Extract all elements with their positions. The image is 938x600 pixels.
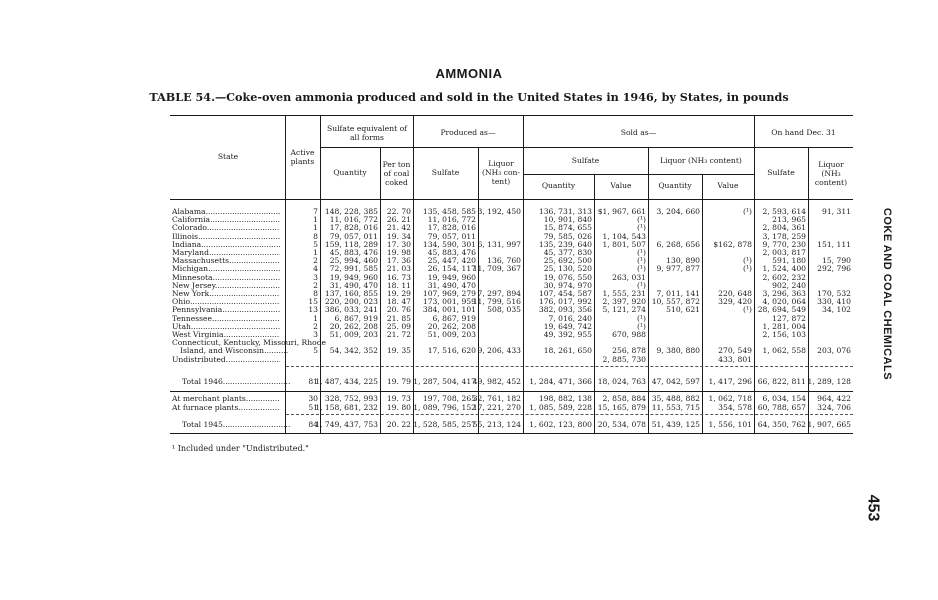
cell-sold-l-qty: 510, 621 xyxy=(666,305,700,315)
cell-per-ton: 19. 34 xyxy=(386,231,411,241)
cell-oh-liquor: 34, 102 xyxy=(822,305,851,315)
cell-prod-sulfate: 19, 949, 960 xyxy=(427,272,476,282)
cell-sold-s-qty: 18, 261, 650 xyxy=(543,346,592,356)
cell-per-ton: 26. 21 xyxy=(386,215,411,225)
cell-prod-sulfate: 134, 590, 301 xyxy=(422,239,476,249)
cell-sold-s-qty: 19, 076, 550 xyxy=(543,272,592,282)
cell-per-ton: 17. 36 xyxy=(386,256,411,266)
cell-plants: 13 xyxy=(308,305,318,315)
cell-sold-s-val: (¹) xyxy=(637,321,646,331)
table-row xyxy=(0,394,938,403)
table-bottom-rule xyxy=(170,433,853,434)
header-subline xyxy=(413,147,523,148)
cell-prod-liquor: 3, 192, 450 xyxy=(477,207,521,216)
cell-qty: 1, 749, 437, 753 xyxy=(315,420,378,429)
cell-plants: 3 xyxy=(313,330,318,339)
cell-oh-sulfate: 1, 281, 004 xyxy=(762,321,806,331)
cell-prod-sulfate: 17, 828, 016 xyxy=(427,223,476,233)
footnote: ¹ Included under "Undistributed." xyxy=(172,444,309,453)
cell-plants: 2 xyxy=(313,280,318,290)
cell-per-ton: 20. 22 xyxy=(386,420,411,429)
cell-oh-sulfate: 66, 822, 811 xyxy=(757,377,806,386)
cell-prod-sulfate: 25, 447, 420 xyxy=(427,256,476,266)
header-on-hand: On hand Dec. 31 xyxy=(771,128,836,137)
table-caption: TABLE 54.—Coke-oven ammonia produced and sold in the United States in 1946, by States, in pounds xyxy=(149,90,789,104)
cell-oh-sulfate: 6, 034, 154 xyxy=(762,394,806,403)
state-name: At furnace plants ..... xyxy=(172,403,280,412)
cell-sold-l-val: (¹) xyxy=(743,264,752,274)
cell-plants: 5 xyxy=(313,346,318,356)
cell-prod-sulfate: 135, 458, 585 xyxy=(422,207,476,216)
cell-sold-s-qty: 1, 602, 123, 800 xyxy=(529,420,592,429)
cell-sold-s-val: 15, 165, 879 xyxy=(597,403,646,412)
section-title: AMMONIA xyxy=(435,66,503,81)
cell-sold-s-val: (¹) xyxy=(637,248,646,257)
cell-sold-l-val: 1, 556, 101 xyxy=(708,420,752,429)
cell-qty: 54, 342, 352 xyxy=(329,346,378,356)
cell-qty: 19, 949, 960 xyxy=(329,272,378,282)
subtotal-rule xyxy=(286,366,853,367)
cell-prod-sulfate: 79, 057, 011 xyxy=(427,231,476,241)
cell-qty: 220, 200, 023 xyxy=(324,297,378,307)
cell-plants: 2 xyxy=(313,321,318,331)
header-subline xyxy=(754,147,853,148)
header-active-plants: Active plants xyxy=(290,148,315,166)
cell-sold-l-val: 433, 801 xyxy=(718,354,752,364)
cell-prod-sulfate: 20, 262, 208 xyxy=(427,321,476,331)
cell-sold-l-val: $162, 878 xyxy=(713,239,752,249)
cell-qty: 25, 994, 460 xyxy=(329,256,378,266)
cell-prod-sulfate: 31, 490, 470 xyxy=(427,280,476,290)
cell-sold-s-qty: 107, 454, 587 xyxy=(538,289,592,298)
cell-plants: 30 xyxy=(308,394,318,403)
cell-sold-s-val: (¹) xyxy=(637,256,646,266)
cell-sold-s-qty: 25, 130, 520 xyxy=(543,264,592,274)
state-name: Total 1946 ..... xyxy=(182,377,290,386)
cell-oh-sulfate: 3, 178, 259 xyxy=(762,231,806,241)
cell-sold-s-val: 263, 031 xyxy=(612,272,646,282)
page-number: 453 xyxy=(864,494,882,522)
cell-qty: 20, 262, 208 xyxy=(329,321,378,331)
cell-sold-s-qty: 49, 392, 955 xyxy=(543,330,592,339)
cell-plants: 2 xyxy=(313,256,318,266)
state-name: Undistributed ..... xyxy=(172,355,280,364)
header-state: State xyxy=(217,152,239,161)
cell-sold-l-val: 1, 417, 296 xyxy=(708,377,752,386)
cell-oh-sulfate: 4, 020, 064 xyxy=(762,297,806,307)
header-sold-sulfate-value: Value xyxy=(610,181,632,190)
cell-per-ton: 25. 09 xyxy=(386,321,411,331)
cell-prod-liquor: 6, 131, 997 xyxy=(477,239,521,249)
cell-sold-l-qty: 130, 890 xyxy=(666,256,700,266)
cell-qty: 45, 883, 476 xyxy=(329,248,378,257)
cell-plants: 7 xyxy=(313,207,318,216)
cell-sold-s-val: 20, 534, 078 xyxy=(597,420,646,429)
cell-sold-l-val: 1, 062, 718 xyxy=(708,394,752,403)
cell-qty: 1, 487, 434, 225 xyxy=(315,377,378,386)
cell-qty: 17, 828, 016 xyxy=(329,223,378,233)
cell-per-ton: 19. 80 xyxy=(386,403,411,412)
header-subline xyxy=(320,147,413,148)
cell-sold-s-val: 1, 801, 507 xyxy=(602,239,646,249)
cell-sold-l-val: 220, 648 xyxy=(718,289,752,298)
cell-sold-l-val: 329, 420 xyxy=(718,297,752,307)
state-name: Maryland ..... xyxy=(172,248,280,257)
cell-qty: 51, 009, 203 xyxy=(329,330,378,339)
cell-sold-s-qty: 136, 731, 313 xyxy=(538,207,592,216)
cell-sold-s-val: 670, 988 xyxy=(612,330,646,339)
cell-sold-s-qty: 135, 239, 640 xyxy=(538,239,592,249)
cell-sold-l-val: (¹) xyxy=(743,305,752,315)
divider xyxy=(170,391,853,392)
cell-sold-l-qty: 9, 977, 877 xyxy=(656,264,700,274)
cell-oh-sulfate: 60, 788, 657 xyxy=(757,403,806,412)
cell-sold-s-qty: 19, 649, 742 xyxy=(543,321,592,331)
cell-per-ton: 21. 42 xyxy=(386,223,411,233)
cell-prod-liquor: 9, 206, 433 xyxy=(477,346,521,356)
header-produced-liquor: Liquor (NH₃ con-tent) xyxy=(482,159,520,186)
cell-oh-sulfate: 902, 240 xyxy=(772,280,806,290)
cell-per-ton: 21. 85 xyxy=(386,313,411,323)
cell-sold-s-val: 256, 878 xyxy=(612,346,646,356)
cell-oh-liquor: 292, 796 xyxy=(817,264,851,274)
cell-sold-s-qty: 45, 377, 830 xyxy=(543,248,592,257)
cell-sold-l-val: (¹) xyxy=(743,207,752,216)
state-name: Minnesota ..... xyxy=(172,273,280,282)
cell-oh-sulfate: 2, 003, 817 xyxy=(762,248,806,257)
cell-qty: 386, 033, 241 xyxy=(324,305,378,315)
cell-sold-l-val: 354, 578 xyxy=(718,403,752,412)
cell-qty: 328, 752, 993 xyxy=(324,394,378,403)
table-row xyxy=(0,403,938,412)
cell-prod-sulfate: 197, 708, 265 xyxy=(422,394,476,403)
cell-sold-s-val: (¹) xyxy=(637,264,646,274)
cell-oh-sulfate: 3, 296, 363 xyxy=(762,289,806,298)
cell-per-ton: 19. 29 xyxy=(386,289,411,298)
cell-oh-sulfate: 1, 062, 558 xyxy=(762,346,806,356)
state-name: Island, and Wisconsin ..... xyxy=(180,346,288,355)
cell-plants: 1 xyxy=(313,215,318,225)
header-on-hand-liquor: Liquor (NH₃ content) xyxy=(814,160,848,187)
cell-oh-sulfate: 2, 156, 103 xyxy=(762,330,806,339)
cell-oh-liquor: 324, 706 xyxy=(817,403,851,412)
cell-plants: 1 xyxy=(313,248,318,257)
cell-sold-s-val: $1, 967, 661 xyxy=(597,207,646,216)
cell-sold-s-val: (¹) xyxy=(637,215,646,225)
state-name: Tennessee ..... xyxy=(172,314,280,323)
cell-sold-l-qty: 3, 204, 660 xyxy=(656,207,700,216)
header-sulfate-equivalent: Sulfate equivalent of all forms xyxy=(327,124,407,142)
subtotal-rule xyxy=(286,414,853,415)
state-name: Massachusetts ..... xyxy=(172,256,280,265)
cell-sold-s-qty: 198, 882, 138 xyxy=(538,394,592,403)
cell-prod-liquor: 136, 760 xyxy=(487,256,521,266)
state-name: Michigan ..... xyxy=(172,264,280,273)
cell-sold-s-qty: 25, 692, 500 xyxy=(543,256,592,266)
header-produced-as: Produced as— xyxy=(440,128,496,137)
cell-prod-sulfate: 51, 009, 203 xyxy=(427,330,476,339)
cell-sold-s-qty: 176, 017, 992 xyxy=(538,297,592,307)
cell-sold-s-val: (¹) xyxy=(637,223,646,233)
cell-per-ton: 21. 03 xyxy=(386,264,411,274)
cell-plants: 1 xyxy=(313,313,318,323)
cell-plants: 5 xyxy=(313,239,318,249)
header-on-hand-sulfate: Sulfate xyxy=(767,168,795,177)
table-row xyxy=(0,355,938,364)
cell-per-ton: 22. 70 xyxy=(386,207,411,216)
cell-sold-s-val: (¹) xyxy=(637,313,646,323)
cell-oh-sulfate: 1, 524, 400 xyxy=(762,264,806,274)
cell-sold-s-val: 5, 121, 274 xyxy=(602,305,646,315)
cell-prod-sulfate: 107, 969, 279 xyxy=(422,289,476,298)
cell-oh-liquor: 1, 289, 128 xyxy=(807,377,851,386)
header-per-ton: Per ton of coal coked xyxy=(382,160,411,187)
cell-plants: 1 xyxy=(313,223,318,233)
state-name: New York ..... xyxy=(172,289,280,298)
cell-qty: 1, 158, 681, 232 xyxy=(315,403,378,412)
cell-sold-s-val: (¹) xyxy=(637,280,646,290)
cell-prod-sulfate: 1, 287, 504, 417 xyxy=(413,377,476,386)
cell-plants: 81 xyxy=(308,377,318,386)
cell-prod-sulfate: 1, 089, 796, 152 xyxy=(413,403,476,412)
state-name: New Jersey ..... xyxy=(172,281,280,290)
state-name: California ..... xyxy=(172,215,280,224)
cell-sold-s-qty: 1, 284, 471, 366 xyxy=(529,377,592,386)
state-name: Pennsylvania ..... xyxy=(172,305,280,314)
state-name: Alabama ..... xyxy=(172,207,280,216)
cell-plants: 51 xyxy=(308,403,318,412)
cell-plants: 84 xyxy=(308,420,318,429)
cell-oh-liquor: 15, 790 xyxy=(822,256,851,266)
cell-prod-sulfate: 384, 001, 101 xyxy=(422,305,476,315)
cell-oh-sulfate: 127, 872 xyxy=(772,313,806,323)
cell-oh-liquor: 1, 907, 665 xyxy=(807,420,851,429)
cell-sold-s-val: 1, 104, 543 xyxy=(602,231,646,241)
cell-sold-s-qty: 382, 093, 356 xyxy=(538,305,592,315)
state-name: Colorado ..... xyxy=(172,223,280,232)
cell-plants: 15 xyxy=(308,297,318,307)
state-name: West Virginia ..... xyxy=(172,330,280,339)
running-head: COKE AND COAL CHEMICALS xyxy=(881,207,893,381)
cell-oh-liquor: 964, 422 xyxy=(817,394,851,403)
cell-prod-sulfate: 17, 516, 620 xyxy=(427,346,476,356)
table-row xyxy=(0,377,938,386)
header-subline xyxy=(523,174,754,175)
header-bottom-rule xyxy=(170,199,853,200)
cell-prod-sulfate: 6, 867, 919 xyxy=(432,313,476,323)
cell-per-ton: 19. 79 xyxy=(386,377,411,386)
cell-sold-l-qty: 47, 042, 597 xyxy=(651,377,700,386)
cell-sold-s-qty: 15, 874, 655 xyxy=(543,223,592,233)
header-sold-as: Sold as— xyxy=(620,128,657,137)
state-name: Connecticut, Kentucky, Missouri, Rhode xyxy=(172,338,327,348)
header-sold-sulfate: Sulfate xyxy=(571,156,600,165)
cell-oh-sulfate: 28, 694, 549 xyxy=(757,305,806,315)
cell-qty: 79, 057, 011 xyxy=(329,231,378,241)
header-sold-liquor-value: Value xyxy=(717,181,739,190)
cell-per-ton: 20. 76 xyxy=(386,305,411,315)
header-produced-sulfate: Sulfate xyxy=(431,168,460,177)
cell-oh-sulfate: 591, 180 xyxy=(772,256,806,266)
cell-prod-liquor: 49, 982, 452 xyxy=(472,377,521,386)
cell-prod-sulfate: 11, 016, 772 xyxy=(427,215,476,225)
cell-prod-liquor: 11, 709, 367 xyxy=(472,264,521,274)
cell-oh-sulfate: 9, 770, 230 xyxy=(762,239,806,249)
cell-oh-sulfate: 213, 965 xyxy=(772,215,806,225)
cell-sold-l-val: 270, 549 xyxy=(718,346,752,356)
cell-qty: 6, 867, 919 xyxy=(334,313,378,323)
cell-prod-liquor: 32, 761, 182 xyxy=(472,394,521,403)
cell-per-ton: 19. 35 xyxy=(386,346,411,356)
cell-sold-s-qty: 30, 974, 970 xyxy=(543,280,592,290)
cell-per-ton: 18. 47 xyxy=(386,297,411,307)
cell-oh-sulfate: 2, 804, 361 xyxy=(762,223,806,233)
cell-prod-sulfate: 26, 154, 117 xyxy=(427,264,476,274)
cell-per-ton: 21. 72 xyxy=(386,330,411,339)
state-name: Total 1945 ..... xyxy=(182,420,290,429)
header-sold-sulfate-quantity: Quantity xyxy=(541,181,576,190)
table-row xyxy=(0,420,938,429)
cell-sold-s-val: 2, 885, 730 xyxy=(602,354,646,364)
cell-prod-liquor: 17, 221, 270 xyxy=(472,403,521,412)
cell-prod-liquor: 508, 035 xyxy=(487,305,521,315)
cell-plants: 3 xyxy=(313,272,318,282)
cell-sold-s-qty: 7, 016, 240 xyxy=(548,313,592,323)
cell-sold-l-val: (¹) xyxy=(743,256,752,266)
cell-sold-l-qty: 9, 380, 880 xyxy=(656,346,700,356)
state-name: Indiana ..... xyxy=(172,240,280,249)
cell-prod-liquor: 11, 799, 516 xyxy=(472,297,521,307)
cell-qty: 72, 991, 585 xyxy=(329,264,378,274)
cell-oh-liquor: 203, 076 xyxy=(817,346,851,356)
header-sold-liquor: Liquor (NH₃ content) xyxy=(660,156,742,165)
cell-sold-s-val: 1, 555, 231 xyxy=(602,289,646,298)
table-top-rule xyxy=(170,115,853,116)
cell-per-ton: 18. 11 xyxy=(386,280,411,290)
cell-sold-s-qty: 10, 901, 840 xyxy=(543,215,592,225)
cell-oh-sulfate: 2, 602, 232 xyxy=(762,272,806,282)
cell-oh-liquor: 91, 311 xyxy=(822,207,851,216)
cell-oh-liquor: 330, 410 xyxy=(817,297,851,307)
cell-prod-liquor: 7, 297, 894 xyxy=(477,289,521,298)
state-name: At merchant plants ..... xyxy=(172,394,280,403)
cell-per-ton: 19. 98 xyxy=(386,248,411,257)
cell-per-ton: 19. 73 xyxy=(386,394,411,403)
state-name: Ohio ..... xyxy=(172,297,280,306)
cell-per-ton: 16. 73 xyxy=(386,272,411,282)
state-name: Illinois ..... xyxy=(172,232,280,241)
cell-sold-s-qty: 79, 585, 026 xyxy=(543,231,592,241)
cell-sold-s-val: 2, 397, 920 xyxy=(602,297,646,307)
cell-prod-sulfate: 173, 001, 959 xyxy=(422,297,476,307)
cell-qty: 31, 490, 470 xyxy=(329,280,378,290)
cell-qty: 137, 160, 855 xyxy=(324,289,378,298)
cell-sold-l-qty: 7, 011, 141 xyxy=(656,289,700,298)
state-name: Utah ..... xyxy=(172,322,280,331)
cell-prod-sulfate: 45, 883, 476 xyxy=(427,248,476,257)
cell-oh-liquor: 151, 111 xyxy=(817,239,851,249)
cell-sold-l-qty: 11, 553, 715 xyxy=(651,403,700,412)
cell-plants: 4 xyxy=(313,264,318,274)
cell-sold-l-qty: 6, 268, 656 xyxy=(656,239,700,249)
cell-sold-s-val: 2, 858, 884 xyxy=(602,394,646,403)
cell-sold-l-qty: 51, 439, 125 xyxy=(651,420,700,429)
header-subline xyxy=(523,147,754,148)
cell-per-ton: 17. 30 xyxy=(386,239,411,249)
cell-plants: 8 xyxy=(313,289,318,298)
cell-oh-liquor: 170, 532 xyxy=(817,289,851,298)
cell-sold-s-qty: 1, 085, 589, 228 xyxy=(529,403,592,412)
cell-plants: 8 xyxy=(313,231,318,241)
cell-oh-sulfate: 64, 350, 762 xyxy=(757,420,806,429)
header-quantity: Quantity xyxy=(333,168,367,177)
cell-oh-sulfate: 2, 593, 614 xyxy=(762,207,806,216)
cell-prod-liquor: 55, 213, 124 xyxy=(472,420,521,429)
cell-prod-sulfate: 1, 528, 585, 257 xyxy=(413,420,476,429)
cell-sold-l-qty: 10, 557, 872 xyxy=(651,297,700,307)
cell-qty: 159, 118, 289 xyxy=(324,239,378,249)
cell-qty: 11, 016, 772 xyxy=(329,215,378,225)
cell-sold-s-val: 18, 024, 763 xyxy=(597,377,646,386)
cell-sold-l-qty: 35, 488, 882 xyxy=(651,394,700,403)
cell-qty: 148, 228, 385 xyxy=(324,207,378,216)
header-sold-liquor-quantity: Quantity xyxy=(658,181,692,190)
